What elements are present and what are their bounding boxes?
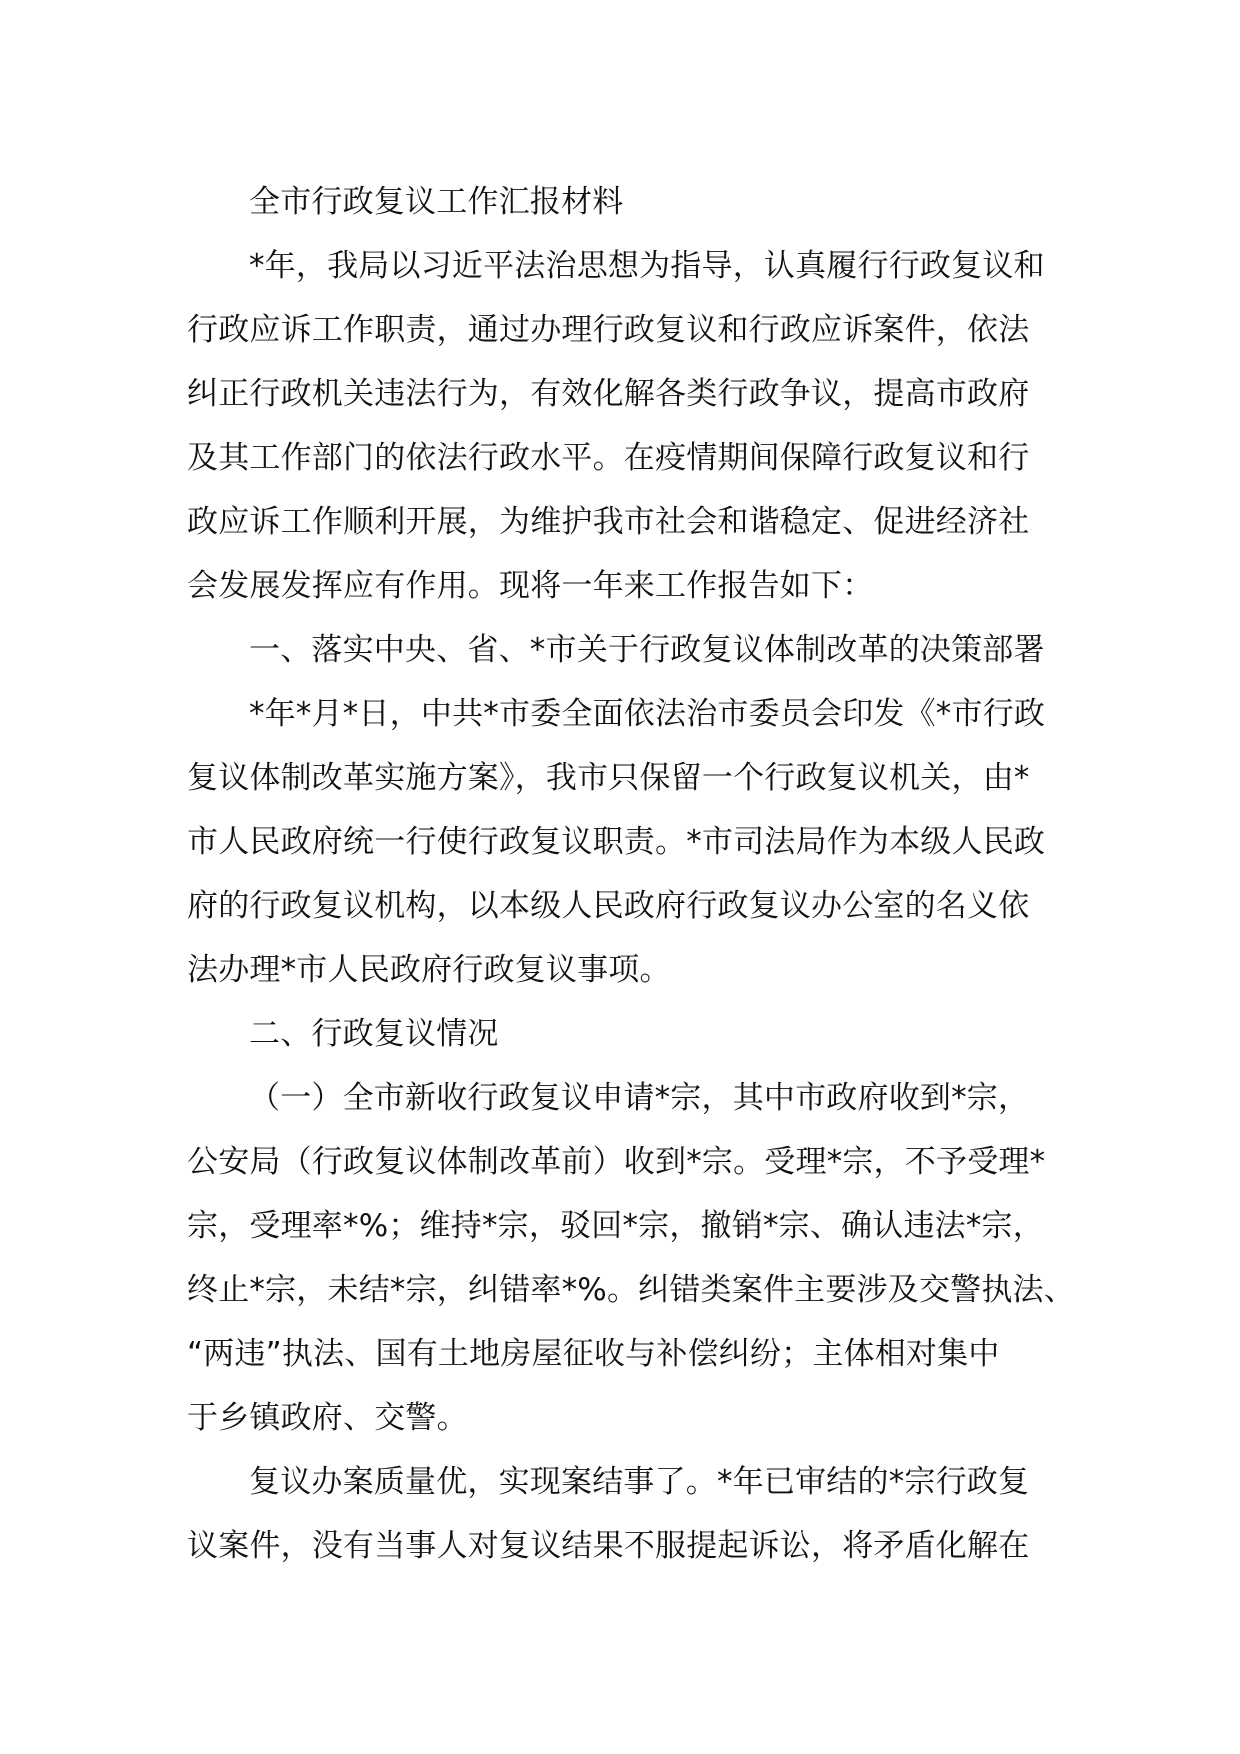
paragraph-line: *年，我局以习近平法治思想为指导，认真履行行政复议和 <box>249 248 1045 284</box>
paragraph-line: （一）全市新收行政复议申请*宗，其中市政府收到*宗， <box>249 1080 1030 1116</box>
paragraph-line: 终止*宗，未结*宗，纠错率*%。纠错类案件主要涉及交警执法、 <box>187 1272 1075 1308</box>
document-title: 全市行政复议工作汇报材料 <box>249 184 624 220</box>
paragraph-line: 市人民政府统一行使行政复议职责。*市司法局作为本级人民政 <box>187 824 1046 860</box>
paragraph-line: 法办理*市人民政府行政复议事项。 <box>187 952 671 988</box>
section-heading: 二、行政复议情况 <box>249 1016 499 1052</box>
paragraph-line: 纠正行政机关违法行为，有效化解各类行政争议，提高市政府 <box>187 376 1030 412</box>
paragraph-line: 宗，受理率*%；维持*宗，驳回*宗，撤销*宗、确认违法*宗， <box>187 1208 1044 1244</box>
paragraph-line: 复议体制改革实施方案》，我市只保留一个行政复议机关，由* <box>187 760 1030 796</box>
paragraph-line: 复议办案质量优，实现案结事了。*年已审结的*宗行政复 <box>249 1464 1030 1500</box>
section-heading: 一、落实中央、省、*市关于行政复议体制改革的决策部署 <box>249 632 1045 668</box>
paragraph-line: 议案件，没有当事人对复议结果不服提起诉讼，将矛盾化解在 <box>187 1528 1030 1564</box>
document-body <box>187 170 1075 1578</box>
paragraph-line: 会发展发挥应有作用。现将一年来工作报告如下： <box>187 568 874 604</box>
paragraph-line: 公安局（行政复议体制改革前）收到*宗。受理*宗，不予受理* <box>187 1144 1046 1180</box>
paragraph-line: 行政应诉工作职责，通过办理行政复议和行政应诉案件，依法 <box>187 312 1030 348</box>
paragraph-line: “两违”执法、国有土地房屋征收与补偿纠纷；主体相对集中 <box>187 1336 1000 1372</box>
paragraph-line: 于乡镇政府、交警。 <box>187 1400 468 1436</box>
paragraph-line: *年*月*日，中共*市委全面依法治市委员会印发《*市行政 <box>249 696 1046 732</box>
paragraph-line: 府的行政复议机构，以本级人民政府行政复议办公室的名义依 <box>187 888 1030 924</box>
paragraph-line: 政应诉工作顺利开展，为维护我市社会和谐稳定、促进经济社 <box>187 504 1030 540</box>
paragraph-line: 及其工作部门的依法行政水平。在疫情期间保障行政复议和行 <box>187 440 1030 476</box>
